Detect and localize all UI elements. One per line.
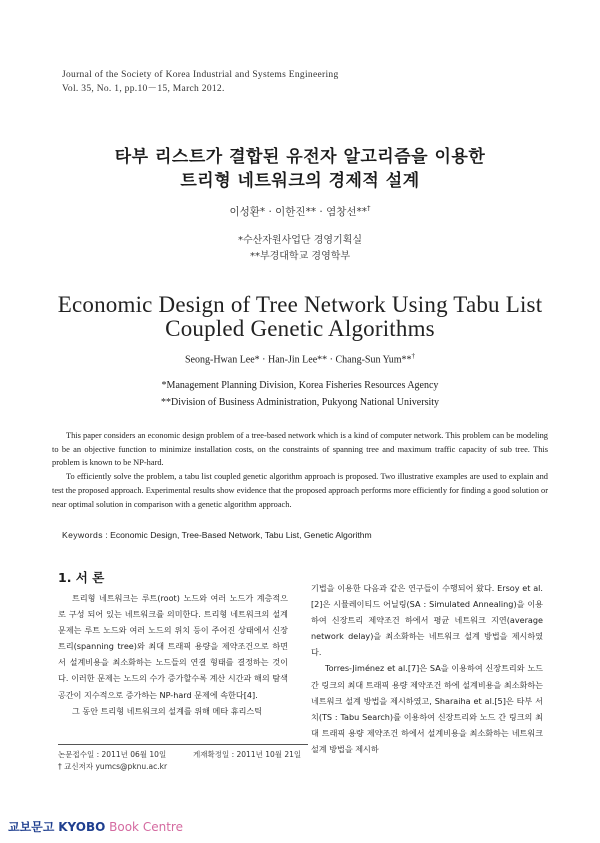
korean-title-line2: 트리형 네트워크의 경제적 설계: [180, 171, 420, 191]
section-heading: 1. 서 론: [58, 570, 105, 585]
korean-authors: [0, 204, 600, 219]
body-paragraph: 트리형 네트워크는 루트(root) 노드와 여러 노드가 계층적으로 구성 되어 있는 네트워크를 의미한다. 트리형 네트워크의 설계 문제는 루트 노드와 여러 노드의 위치 등이 주어진 상태에서 신장트리(spanning tree)와 최대 트래픽 용량을 제약조건으로 하면서 설계비용을 최소화하는 노드들의 연결 형태를 결정하는 것이다. 이러한 문제는 노드의 수가 증가할수록 계산 시간과 해의 탐색 공간이 지수적으로 증가하는 NP-hard 문제에 속한다[4].: [58, 593, 288, 700]
body-column-right: [311, 580, 543, 757]
korean-title-line1: 타부 리스트가 결합된 유전자 알고리즘을 이용한: [114, 147, 486, 167]
keywords-label: Keywords: [62, 530, 103, 540]
received-date: 논문접수일 : 2011년 06월 10일: [58, 750, 167, 759]
kyobo-logo: [8, 818, 183, 835]
logo-latin: KYOBO: [58, 820, 106, 834]
english-affiliation-2: **Division of Business Administration, Pukyong National University: [160, 397, 440, 408]
abstract: [52, 429, 548, 511]
english-authors: [0, 352, 600, 365]
logo-korean: 교보문고: [8, 820, 55, 834]
keywords: [62, 530, 372, 540]
english-affiliation-1: *Management Planning Division, Korea Fisheries Resources Agency: [161, 380, 439, 391]
journal-issue: Vol. 35, No. 1, pp.10－15, March 2012.: [62, 84, 225, 94]
english-title-line2: Coupled Genetic Algorithms: [165, 316, 435, 341]
journal-name: Journal of the Society of Korea Industrial and Systems Engineering: [62, 70, 339, 80]
body-paragraph: 기법을 이용한 다음과 같은 연구들이 수행되어 왔다. Ersoy et al.[2]은 시뮬레이티드 어닐링(SA : Simulated Annealing)을 이용하여 신장트리 제약조건 하에서 평균 네트워크 지연(average network delay)을 최소화하는 네트워크 설계 방법을 제시하였다.: [311, 583, 543, 658]
corresponding-mark: †: [367, 204, 371, 213]
body-column-left: [58, 590, 288, 719]
body-paragraph: 그 동안 트리형 네트워크의 설계를 위해 메타 휴리스틱: [72, 705, 263, 716]
english-title-line1: Economic Design of Tree Network Using Tabu List: [57, 292, 543, 317]
english-authors-text: Seong-Hwan Lee* · Han-Jin Lee** · Chang-Sun Yum**: [184, 354, 412, 366]
corresponding-mark-en: †: [411, 352, 416, 360]
abstract-paragraph-2: To efficiently solve the problem, a tabu list coupled genetic algorithm approach is proposed. Two illustrative examples are used to explain and test the proposed approach. Experimental results show evidence that the proposed approach performs more efficiently for finding a good solution or near optimal solution in comparison with a genetic algorithm approach.: [52, 472, 548, 509]
korean-affiliation-1: *수산자원사업단 경영기획실: [237, 235, 363, 246]
journal-header: [62, 68, 339, 96]
korean-authors-text: 이성환* · 이한진** · 염창선**: [229, 206, 368, 218]
body-paragraph: Torres-Jiménez et al.[7]은 SA을 이용하여 신장트리와 노드 간 링크의 최대 트래픽 용량 제약조건 하에 설계비용을 최소화하는 네트워크 설계 방법을 제시하였고, Sharaiha et al.[5]은 타부 서치(TS : Tabu Search)를 이용하여 신장트리와 노드 간 링크의 최대 트래픽 용량 제약조건 하에서 설계비용을 최소화하는 네트워크 설계 방법을 제시하: [311, 663, 543, 754]
footnote-divider: [58, 744, 308, 745]
confirmed-date: 게재확정일 : 2011년 10월 21일: [192, 750, 302, 759]
footnote: [58, 749, 301, 773]
corresponding-author: † 교신저자 yumcs@pknu.ac.kr: [58, 762, 168, 771]
keywords-text: : Economic Design, Tree-Based Network, Tabu List, Genetic Algorithm: [102, 530, 372, 540]
logo-suffix: Book Centre: [109, 820, 183, 834]
abstract-paragraph-1: This paper considers an economic design problem of a tree-based network which is a kind of computer network. This problem can be modeling to be an objective function to minimize installation costs, on the constraints of spanning tree and maximum traffic capacity of sub tree. This problem is known to be NP-hard.: [52, 431, 548, 468]
korean-affiliation-2: **부경대학교 경영학부: [249, 251, 351, 262]
footnote-dates: [58, 749, 301, 761]
